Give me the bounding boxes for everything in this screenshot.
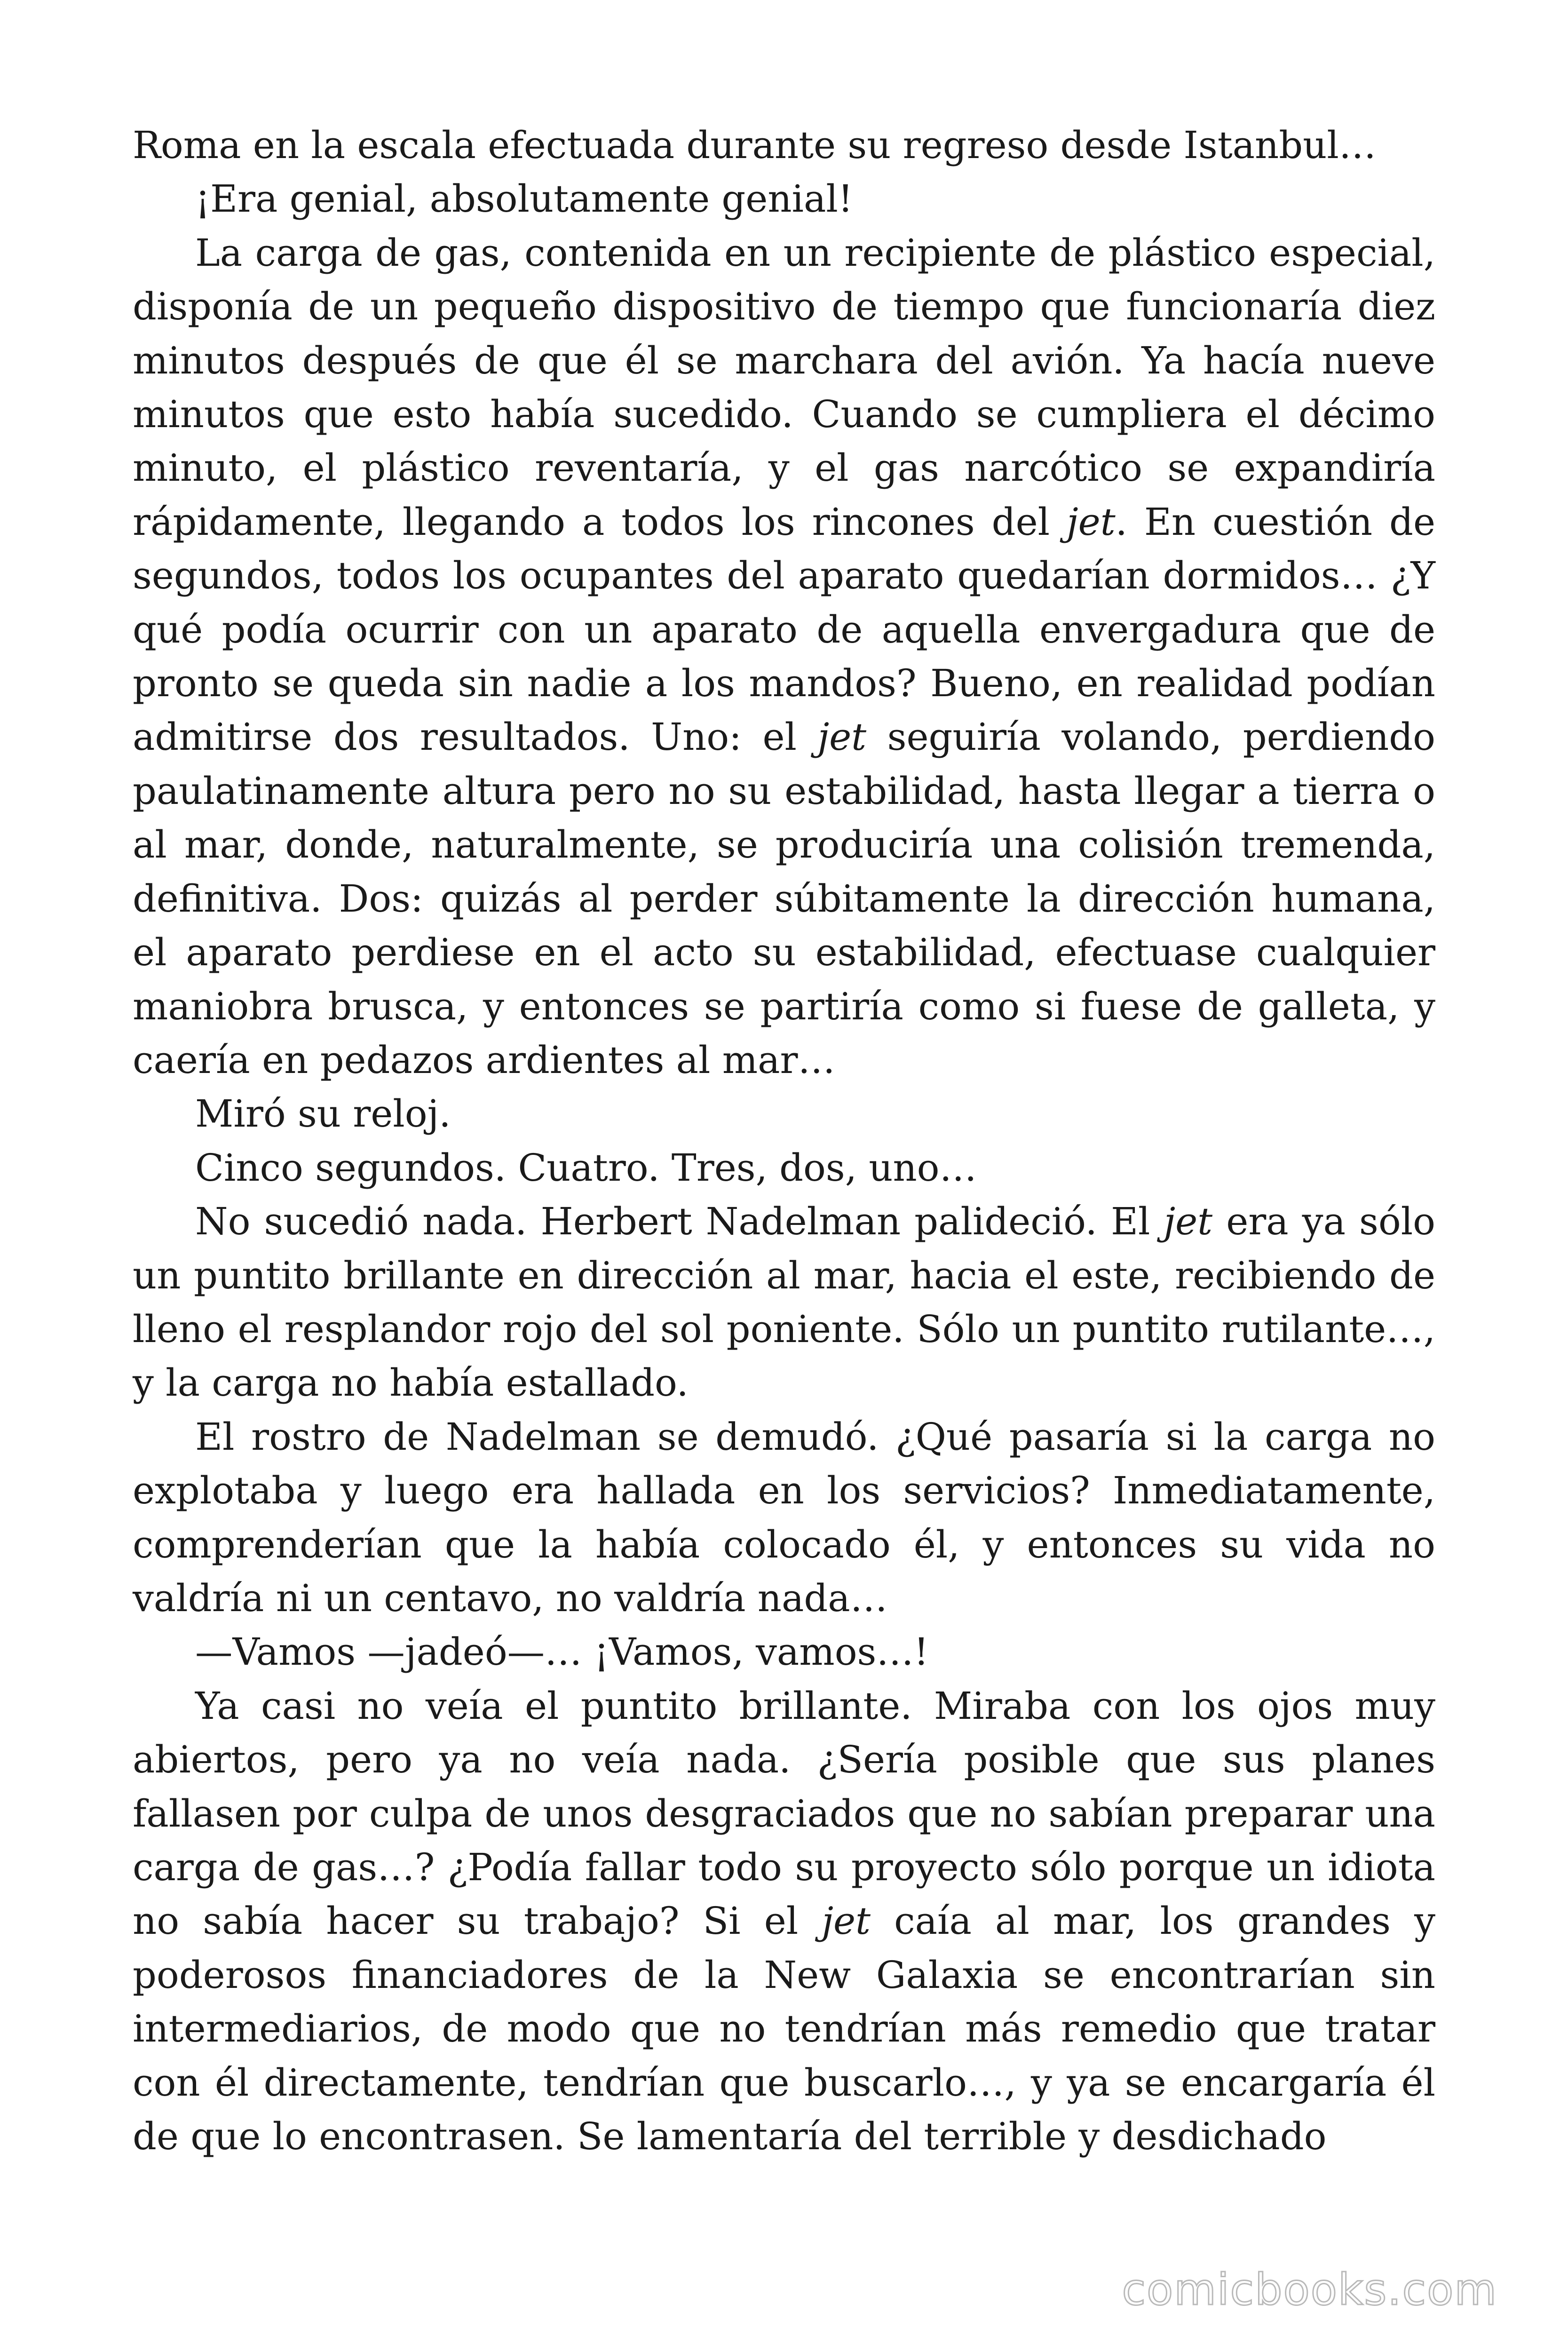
text-run: El rostro de Nadelman se demudó. ¿Qué pasaría si la carga no explotaba y luego era hallada en los servicios? Inmediatamente, comprenderían que la había colocado él, y entonces su vida no valdría ni un centavo, no valdría nada… [133, 1414, 1435, 1620]
paragraph [133, 1679, 1435, 2164]
italic-word: jet [1164, 1200, 1213, 1244]
text-run: Cinco segundos. Cuatro. Tres, dos, uno… [195, 1145, 977, 1190]
paragraph [133, 119, 1435, 172]
paragraph [133, 226, 1435, 1088]
italic-word: jet [822, 1899, 871, 1943]
italic-word: jet [817, 715, 867, 759]
paragraph [133, 1625, 1435, 1679]
text-run: ¡Era genial, absolutamente genial! [195, 177, 853, 221]
text-run: —Vamos —jadeó—… ¡Vamos, vamos…! [195, 1630, 929, 1674]
text-run: seguiría volando, perdiendo paulatinamente altura pero no su estabilidad, hasta llegar a tierra o al mar, donde, naturalmente, se produciría una colisión tremenda, definitiva. Dos: quizás al perder súbitamente la dirección humana, el aparato perdiese en el acto su estabilidad, efectuase cualquier maniobra brusca, y entonces se partiría como si fuese de galleta, y caería en pedazos ardientes al mar… [133, 715, 1435, 1082]
italic-word: jet [1067, 500, 1116, 544]
watermark: comicbooks.com [1122, 2265, 1497, 2315]
text-run: era ya sólo un puntito brillante en dirección al mar, hacia el este, recibiendo de lleno el resplandor rojo del sol poniente. Sólo un puntito rutilante…, y la carga no había estallado. [133, 1200, 1435, 1405]
text-run: La carga de gas, contenida en un recipiente de plástico especial, disponía de un pequeño dispositivo de tiempo que funcionaría diez minutos después de que él se marchara del avión. Ya hacía nueve minutos que esto había sucedido. Cuando se cumpliera el décimo minuto, el plástico reventaría, y el gas narcótico se expandiría rápidamente, llegando a todos los rincones del [133, 230, 1435, 544]
paragraph [133, 1195, 1435, 1410]
paragraph [133, 1141, 1435, 1195]
text-run: Roma en la escala efectuada durante su regreso desde Istanbul… [133, 123, 1377, 167]
text-run: caía al mar, los grandes y poderosos financiadores de la New Galaxia se encontrarían sin intermediarios, de modo que no tendrían más remedio que tratar con él directamente, tendrían que buscarlo…, y ya se encargaría él de que lo encontrasen. Se lamentaría del terrible y desdichado [133, 1899, 1435, 2159]
text-run: No sucedió nada. Herbert Nadelman palideció. El [195, 1200, 1164, 1244]
text-run: Miró su reloj. [195, 1092, 451, 1136]
paragraph [133, 1087, 1435, 1141]
text-run: . En cuestión de segundos, todos los ocupantes del aparato quedarían dormidos… ¿Y qué podía ocurrir con un aparato de aquella envergadura que de pronto se queda sin nadie a los mandos? Bueno, en realidad podían admitirse dos resultados. Uno: el [133, 500, 1435, 759]
paragraph [133, 172, 1435, 226]
body-text [133, 119, 1435, 2163]
paragraph [133, 1410, 1435, 1626]
text-run: Ya casi no veía el puntito brillante. Miraba con los ojos muy abiertos, pero ya no veía nada. ¿Sería posible que sus planes fallasen por culpa de unos desgraciados que no sabían preparar una carga de gas…? ¿Podía fallar todo su proyecto sólo porque un idiota no sabía hacer su trabajo? Si el [133, 1684, 1435, 1943]
